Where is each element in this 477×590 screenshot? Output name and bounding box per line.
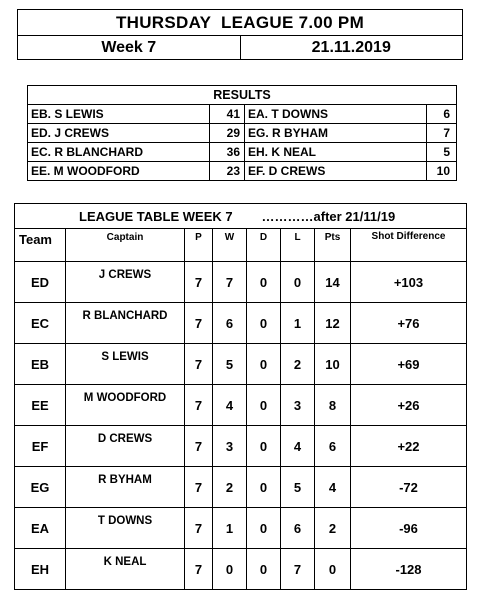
drawn: 0 [247,385,281,426]
header-l: L [281,229,315,262]
shot-difference: -72 [351,467,467,508]
team-code: ED [15,262,66,303]
team-code: EH [15,549,66,590]
captain-name: D CREWS [66,426,185,467]
result-away-score: 7 [427,124,457,143]
played: 7 [185,303,213,344]
result-home-score: 41 [210,105,245,124]
results-table [27,85,457,181]
header-captain: Captain [66,229,185,262]
shot-difference: +103 [351,262,467,303]
captain-name: R BYHAM [66,467,185,508]
won: 3 [213,426,247,467]
points: 2 [315,508,351,549]
shot-difference: +76 [351,303,467,344]
shot-difference: +26 [351,385,467,426]
drawn: 0 [247,549,281,590]
lost: 6 [281,508,315,549]
shot-difference: +22 [351,426,467,467]
lost: 4 [281,426,315,467]
drawn: 0 [247,262,281,303]
played: 7 [185,385,213,426]
result-home-team: EE. M WOODFORD [28,162,210,181]
won: 6 [213,303,247,344]
shot-difference: -96 [351,508,467,549]
lost: 0 [281,262,315,303]
won: 4 [213,385,247,426]
league-row [15,303,467,344]
header-pts: Pts [315,229,351,262]
team-code: EC [15,303,66,344]
points: 0 [315,549,351,590]
league-table-title [15,204,467,229]
result-away-score: 6 [427,105,457,124]
captain-name: S LEWIS [66,344,185,385]
captain-name: T DOWNS [66,508,185,549]
lost: 1 [281,303,315,344]
result-home-score: 36 [210,143,245,162]
header-shot-difference: Shot Difference [351,229,467,262]
shot-difference: +69 [351,344,467,385]
played: 7 [185,467,213,508]
played: 7 [185,344,213,385]
played: 7 [185,426,213,467]
team-code: EB [15,344,66,385]
drawn: 0 [247,426,281,467]
result-away-team: EG. R BYHAM [245,124,427,143]
league-row [15,344,467,385]
league-row [15,467,467,508]
result-home-team: EC. R BLANCHARD [28,143,210,162]
points: 12 [315,303,351,344]
captain-name: J CREWS [66,262,185,303]
header-w: W [213,229,247,262]
points: 4 [315,467,351,508]
played: 7 [185,508,213,549]
won: 2 [213,467,247,508]
result-away-team: EF. D CREWS [245,162,427,181]
captain-name: K NEAL [66,549,185,590]
drawn: 0 [247,344,281,385]
result-away-team: EA. T DOWNS [245,105,427,124]
won: 1 [213,508,247,549]
points: 6 [315,426,351,467]
week-label: Week 7 [18,36,241,60]
league-table [14,203,467,590]
league-row [15,549,467,590]
result-row [28,124,457,143]
captain-name: M WOODFORD [66,385,185,426]
drawn: 0 [247,467,281,508]
league-row [15,262,467,303]
league-row [15,508,467,549]
drawn: 0 [247,508,281,549]
date-label: 21.11.2019 [240,36,463,60]
lost: 7 [281,549,315,590]
result-home-score: 23 [210,162,245,181]
lost: 3 [281,385,315,426]
result-row [28,162,457,181]
league-header [17,9,463,60]
lost: 5 [281,467,315,508]
result-home-team: EB. S LEWIS [28,105,210,124]
result-row [28,105,457,124]
result-away-score: 5 [427,143,457,162]
league-table-after: …………after 21/11/19 [261,208,396,224]
won: 7 [213,262,247,303]
team-code: EF [15,426,66,467]
team-code: EE [15,385,66,426]
lost: 2 [281,344,315,385]
played: 7 [185,549,213,590]
team-code: EG [15,467,66,508]
won: 0 [213,549,247,590]
points: 10 [315,344,351,385]
result-row [28,143,457,162]
header-team: Team [15,229,66,262]
captain-name: R BLANCHARD [66,303,185,344]
result-home-score: 29 [210,124,245,143]
league-table-heading: LEAGUE TABLE WEEK 7 [79,208,233,224]
header-d: D [247,229,281,262]
result-away-team: EH. K NEAL [245,143,427,162]
results-title: RESULTS [28,86,457,105]
league-title: THURSDAY LEAGUE 7.00 PM [18,10,463,36]
played: 7 [185,262,213,303]
team-code: EA [15,508,66,549]
result-away-score: 10 [427,162,457,181]
league-table-header-row [15,229,467,262]
league-row [15,385,467,426]
result-home-team: ED. J CREWS [28,124,210,143]
points: 8 [315,385,351,426]
shot-difference: -128 [351,549,467,590]
league-row [15,426,467,467]
drawn: 0 [247,303,281,344]
header-p: P [185,229,213,262]
points: 14 [315,262,351,303]
won: 5 [213,344,247,385]
